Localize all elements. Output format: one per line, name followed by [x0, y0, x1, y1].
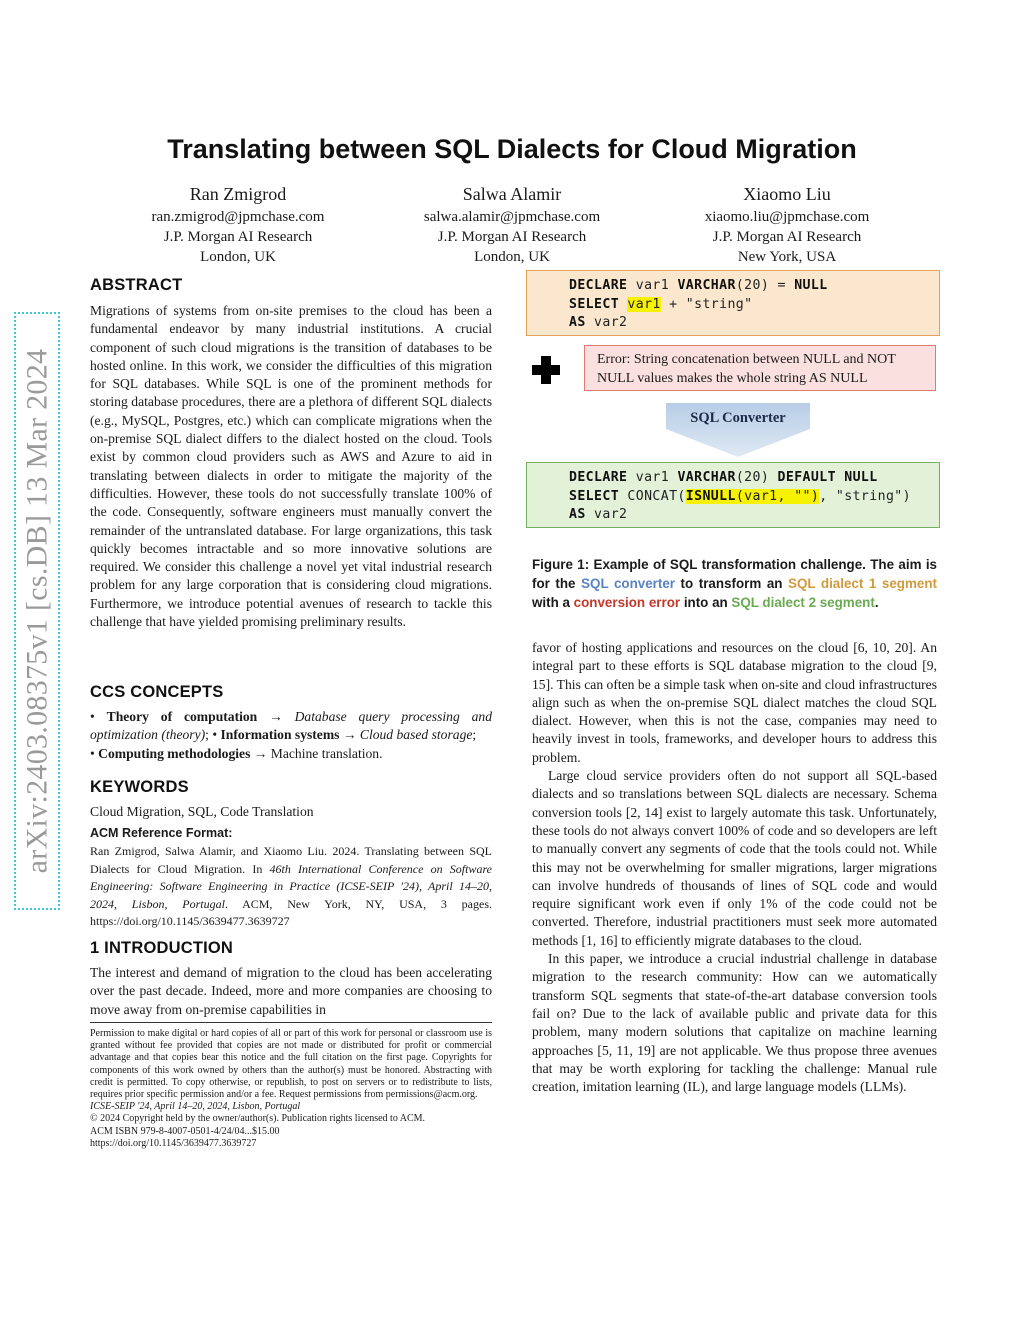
sql-converter-label: SQL Converter	[690, 410, 786, 426]
code-line: AS var2	[569, 507, 628, 522]
plus-icon	[530, 354, 562, 386]
intro-heading: 1 INTRODUCTION	[90, 939, 234, 957]
author-affiliation: J.P. Morgan AI Research	[437, 229, 587, 245]
author-email[interactable]: xiaomo.liu@jpmchase.com	[704, 209, 870, 225]
bullet: •	[90, 745, 95, 761]
ccs-list	[90, 708, 492, 763]
author-email[interactable]: salwa.alamir@jpmchase.com	[423, 209, 601, 225]
footnote-conference: ICSE-SEIP '24, April 14–20, 2024, Lisbon, Portugal	[90, 1101, 301, 1113]
code-line: SELECT CONCAT(ISNULL(var1, ""), "string")	[569, 488, 911, 504]
acm-ref-doi[interactable]: . ACM, New York, NY, USA, 3 pages. https://doi.org/10.1145/3639477.3639727	[90, 896, 492, 928]
ccs-heading: CCS CONCEPTS	[90, 683, 224, 701]
intro-paragraph: favor of hosting applications and resources on the cloud [6, 10, 20]. An integral part to these efforts is SQL database migration to the cloud [9, 15]. This can often be a simple task when on-site and cloud infrastructures align such as when the on-premise SQL dialect matches the cloud SQL dialect. However, when this is not the case, companies may need to heavily invest in tools, frameworks, and developer hours to address this problem.	[532, 640, 937, 765]
code-line: SELECT var1 + "string"	[569, 296, 753, 312]
author-location: London, UK	[474, 249, 550, 265]
author-affiliation: J.P. Morgan AI Research	[712, 229, 862, 245]
abstract-heading: ABSTRACT	[90, 276, 183, 294]
ccs-concept: Information systems	[220, 727, 340, 743]
paper-title: Translating between SQL Dialects for Cloud Migration	[167, 134, 857, 164]
arxiv-stamp	[14, 312, 60, 910]
footnote-isbn: ACM ISBN 979-8-4007-0501-4/24/04...$15.00	[90, 1125, 280, 1137]
author-email[interactable]: ran.zmigrod@jpmchase.com	[151, 209, 325, 225]
abstract-text	[90, 302, 492, 631]
intro-paragraph: In this paper, we introduce a crucial industrial challenge in database migration to the research community: How can we automatically transform SQL segments that state-of-the-art database conversion tools fail on? Due to the lack of available public and private data for this problem, many modern solutions that capitalize on machine learning approaches [5, 11, 19] are not applicable. We thus propose three avenues that may be worth exploring for tackling the challenge: Manual rule creation, imitation learning (IL), and large language models (LLMs).	[532, 951, 937, 1095]
ccs-subconcept: Cloud based storage	[359, 727, 473, 743]
arrow: →	[253, 745, 268, 761]
ccs-subconcept: Database query processing and optimization (theory)	[90, 709, 493, 743]
caption-dialect-2: SQL dialect 2 segment	[731, 595, 875, 610]
keywords-heading: KEYWORDS	[90, 778, 189, 796]
abstract-paragraph: Migrations of systems from on-site premises to the cloud has been a fundamental endeavor by many industrial institutions. A crucial component of such cloud migrations is the transition of databases to be hosted online. In this work, we consider the difficulties of this migration for SQL databases. While SQL is one of the prominent methods for storing database procedures, there are a plethora of different SQL dialects (e.g., MySQL, Postgres, etc.) which can complicate migrations when the on-premise SQL dialect differs to the dialect hosted on the cloud. Tools exist by common cloud providers such as AWS and Azure to aid in translating between dialects in order to mitigate the majority of the difficulties. However, these tools do not successfully translate 100% of the code. Consequently, software engineers must manually convert the remainder of the untranslated database. For large organizations, this task quickly becomes intractable and so more innovative solutions are required. We consider this challenge a novel yet vital industrial research problem for any large corporation that is considering cloud migrations. Furthermore, we introduce potential avenues of research to tackle this challenge that have yielded promising preliminary results.	[90, 303, 492, 630]
code-line: AS var2	[569, 315, 628, 330]
sql-dialect-2-segment	[526, 462, 940, 528]
author-affiliation: J.P. Morgan AI Research	[163, 229, 313, 245]
intro-left-text	[90, 964, 492, 1019]
arrow: →	[269, 709, 283, 724]
bullet: •	[90, 709, 95, 724]
footnote	[90, 1028, 492, 1150]
separator: ;	[205, 727, 209, 743]
acm-ref-heading: ACM Reference Format:	[90, 826, 233, 840]
intro-right-text	[532, 639, 937, 1096]
keywords-text: Cloud Migration, SQL, Code Translation	[90, 804, 314, 819]
footnote-rule	[90, 1022, 492, 1023]
intro-paragraph: Large cloud service providers often do not support all SQL-based dialects and so translations between SQL dialects are necessary. Schema conversion tools [2, 14] exist to largely automate this task. Unfortunately, these tools do not always convert 100% of code and so developers are left to manually convert any segments of code that the tools could not. While this may not be overwhelming for smaller migrations, larger migrations can involve hundreds of thousands of lines of SQL code and would require significant work even if only 1% of the code could not be converted. Therefore, industrial practitioners must seek more automated methods [1, 16] to efficiently migrate databases to the cloud.	[532, 768, 937, 948]
code-line: DECLARE var1 VARCHAR(20) = NULL	[569, 278, 828, 293]
arxiv-id: arXiv:2403.08375v1 [cs.DB] 13 Mar 2024	[20, 348, 54, 874]
author-name: Ran Zmigrod	[189, 184, 287, 204]
caption-sql-converter: SQL converter	[581, 576, 675, 591]
intro-paragraph: The interest and demand of migration to the cloud has been accelerating over the past decade. Indeed, more and more companies are choosing to move away from on-premise capabilities in	[90, 965, 492, 1017]
acm-ref-authors: Ran Zmigrod, Salwa Alamir, and Xiaomo Liu. 2024. Translating between SQL Dialects for Cloud Migration. In	[90, 844, 492, 876]
acm-ref-venue: 46th International Conference on Software Engineering: Software Engineering in Practice (ICSE-SEIP '24), April 14–20, 2024, Lisbon, Portugal	[90, 861, 492, 911]
acm-ref-text	[90, 843, 492, 931]
separator: ;	[472, 727, 477, 743]
author-block	[657, 183, 917, 267]
author-name: Xiaomo Liu	[743, 184, 831, 204]
highlighted-token: var1	[627, 296, 661, 312]
ccs-concept: Theory of computation	[106, 709, 258, 724]
author-block	[382, 183, 642, 267]
footnote-copyright: © 2024 Copyright held by the owner/author(s). Publication rights licensed to ACM.	[90, 1113, 426, 1125]
author-location: London, UK	[200, 249, 276, 265]
conversion-error-box: Error: String concatenation between NULL and NOT NULL values makes the whole string AS NULL	[584, 345, 936, 391]
ccs-subconcept: Machine translation.	[270, 745, 383, 761]
sql-dialect-1-segment	[526, 270, 940, 336]
caption-conversion-error: conversion error	[573, 595, 681, 610]
footnote-doi[interactable]: https://doi.org/10.1145/3639477.3639727	[90, 1137, 257, 1149]
caption-dialect-1: SQL dialect 1 segment	[788, 576, 937, 591]
code-line: DECLARE var1 VARCHAR(20) DEFAULT NULL	[569, 470, 878, 485]
author-block	[108, 183, 368, 267]
author-location: New York, USA	[737, 249, 837, 265]
figure-caption: Figure 1: Example of SQL transformation challenge. The aim is for the SQL converter to transform an SQL dialect 1 segment with a conversion error into an SQL dialect 2 segment.	[532, 557, 937, 610]
bullet: •	[212, 727, 218, 743]
footnote-permission: Permission to make digital or hard copies of all or part of this work for personal or classroom use is granted without fee provided that copies are not made or distributed for profit or commercial advantage and that copies bear this notice and the full citation on the first page. Copyrights for components of this work owned by others than the author(s) must be honored. Abstracting with credit is permitted. To copy otherwise, or republish, to post on servers or to redistribute to lists, requires prior specific permission and/or a fee. Request permissions from permissions@acm.org.	[90, 1028, 492, 1101]
highlighted-token: ISNULL(var1, "")	[685, 488, 820, 504]
ccs-concept: Computing methodologies	[98, 745, 251, 761]
arrow: →	[342, 727, 357, 743]
author-name: Salwa Alamir	[462, 184, 562, 204]
